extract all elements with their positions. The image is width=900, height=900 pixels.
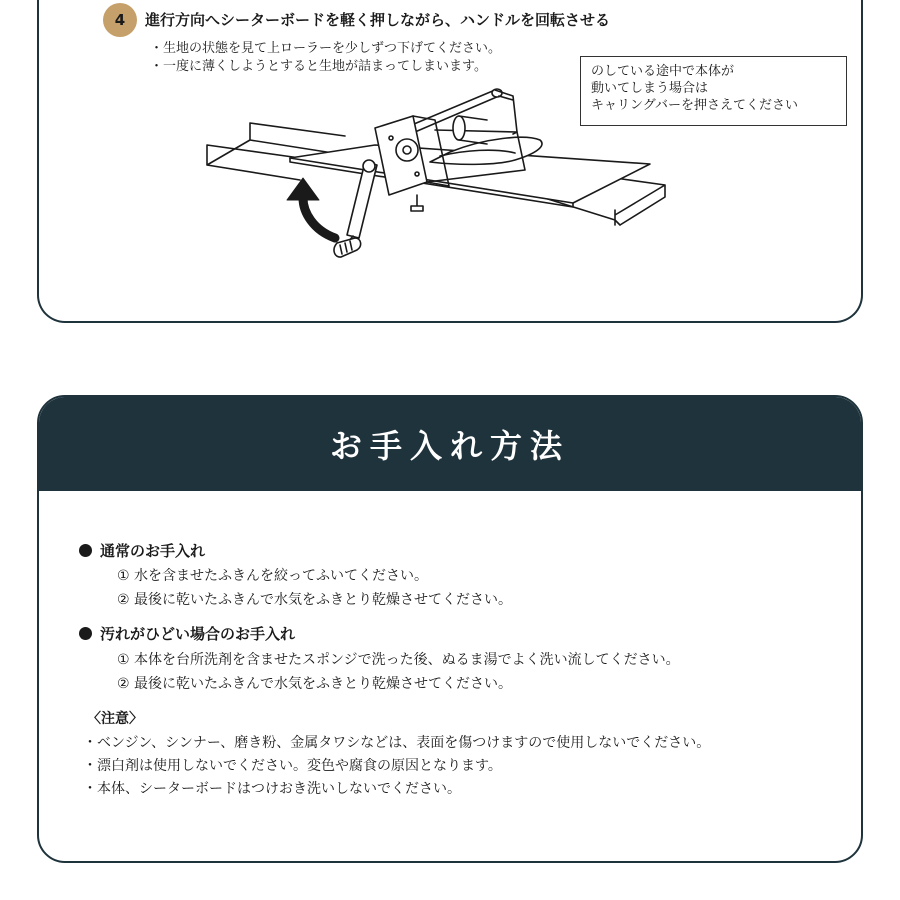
section-heading-label: 通常のお手入れ [100,542,206,560]
care-card [37,395,863,863]
section-heading-label: 汚れがひどい場合のお手入れ [100,625,296,643]
list-item: ② 最後に乾いたふきんで水気をふきとり乾燥させてください。 [117,592,512,608]
section-heading [79,623,295,644]
callout-line: 動いてしまう場合は [591,81,709,96]
dough-sheeter-illustration [195,70,675,275]
step-title: 進行方向へシーターボードを軽く押しながら、ハンドルを回転させる [145,11,611,29]
callout-line: キャリングバーを押さえてください [591,98,798,113]
list-item: ② 最後に乾いたふきんで水気をふきとり乾燥させてください。 [117,676,512,692]
step-number-badge: 4 [103,3,137,37]
note-item: ・漂白剤は使用しないでください。変色や腐食の原因となります。 [83,758,502,774]
list-item: ① 水を含ませたふきんを絞ってふいてください。 [117,568,428,584]
bullet-icon [79,544,92,557]
curved-arrow-icon [287,178,335,238]
notes-title: 〈注意〉 [87,711,143,727]
callout-line: のしている途中で本体が [591,64,735,79]
step-note: ・一度に薄くしようとすると生地が詰まってしまいます。 [150,59,487,74]
step-note: ・生地の状態を見て上ローラーを少しずつ下げてください。 [150,41,502,56]
list-item: ① 本体を台所洗剤を含ませたスポンジで洗った後、ぬるま湯でよく洗い流してください。 [117,652,680,668]
note-item: ・本体、シーターボードはつけおき洗いしないでください。 [83,781,461,797]
note-item: ・ベンジン、シンナー、磨き粉、金属タワシなどは、表面を傷つけますので使用しないでください。 [83,735,711,751]
bullet-icon [79,627,92,640]
care-title: お手入れ方法 [39,397,861,491]
section-heading [79,540,205,561]
